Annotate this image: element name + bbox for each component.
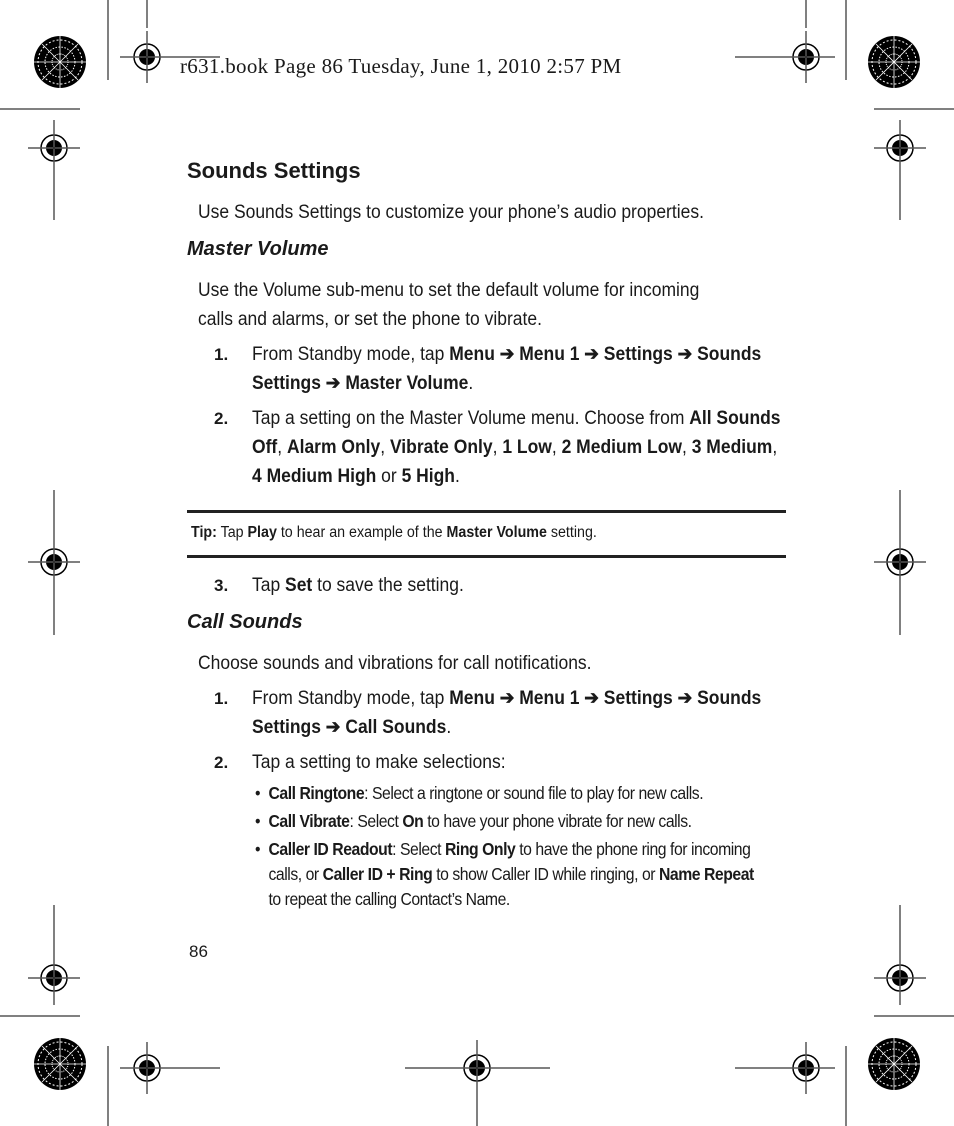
master-volume-heading: Master Volume	[187, 238, 329, 260]
page-number: 86	[189, 942, 208, 961]
option-vibrate-only: Vibrate Only	[389, 437, 493, 458]
master-volume-intro-line1: Use the Volume sub-menu to set the default volume for incoming	[198, 280, 700, 301]
option-3-medium: 3 Medium	[691, 437, 773, 458]
menu-path: Menu ➔ Menu 1 ➔ Settings ➔ Sounds Settings ➔ Master Volume	[252, 344, 762, 394]
section-intro: Use Sounds Settings to customize your phone’s audio properties.	[198, 202, 704, 223]
list-item-call-ringtone: • Call Ringtone: Select a ringtone or sound file to play for new calls.	[255, 781, 759, 806]
call-sounds-heading: Call Sounds	[187, 611, 303, 633]
step-number: 2.	[214, 753, 229, 772]
option-alarm-only: Alarm Only	[286, 437, 381, 458]
step-number: 3.	[214, 576, 229, 595]
print-header: r631.book Page 86 Tuesday, June 1, 2010 2:57 PM	[180, 54, 622, 78]
step-number: 1.	[214, 345, 229, 364]
step-text: Tap a setting on the Master Volume menu. Choose from All Sounds Off, Alarm Only, Vibrate Only, 1 Low, 2 Medium Low, 3 Medium, 4 Medium High or 5 High.	[252, 408, 781, 487]
step-number: 2.	[214, 409, 229, 428]
call-sounds-intro: Choose sounds and vibrations for call notifications.	[198, 653, 592, 674]
option-4-medium-high: 4 Medium High	[252, 466, 377, 487]
section-title: Sounds Settings	[187, 158, 361, 183]
menu-path: Menu ➔ Menu 1 ➔ Settings ➔ Sounds Settings ➔ Call Sounds	[252, 688, 762, 738]
option-5-high: 5 High	[401, 466, 455, 487]
step-text: Tap a setting to make selections:	[252, 752, 506, 773]
step-number: 1.	[214, 689, 229, 708]
master-volume-intro	[198, 276, 736, 334]
step-text: From Standby mode, tap Menu ➔ Menu 1 ➔ Settings ➔ Sounds Settings ➔ Call Sounds.	[252, 688, 762, 738]
list-item-call-vibrate: • Call Vibrate: Select On to have your phone vibrate for new calls.	[255, 809, 759, 834]
option-1-low: 1 Low	[502, 437, 552, 458]
step-text: From Standby mode, tap Menu ➔ Menu 1 ➔ Settings ➔ Sounds Settings ➔ Master Volume.	[252, 344, 762, 394]
tip-box	[187, 510, 786, 558]
option-2-medium-low: 2 Medium Low	[561, 437, 683, 458]
step-text: Tap Set to save the setting.	[252, 575, 464, 596]
list-item-caller-id-readout: • Caller ID Readout: Select Ring Only to have the phone ring for incoming calls, or Caller ID + Ring to show Caller ID while ringing, or Name Repeat to repeat the calling Contact’s Name.	[255, 837, 759, 912]
master-volume-intro-line2: calls and alarms, or set the phone to vibrate.	[198, 309, 542, 330]
tip-label: Tip:	[191, 524, 217, 541]
option-all-sounds-off: All Sounds Off	[252, 408, 781, 458]
tip-text: Tip: Tap Play to hear an example of the Master Volume setting.	[191, 524, 597, 541]
call-sounds-options-list	[255, 781, 815, 912]
